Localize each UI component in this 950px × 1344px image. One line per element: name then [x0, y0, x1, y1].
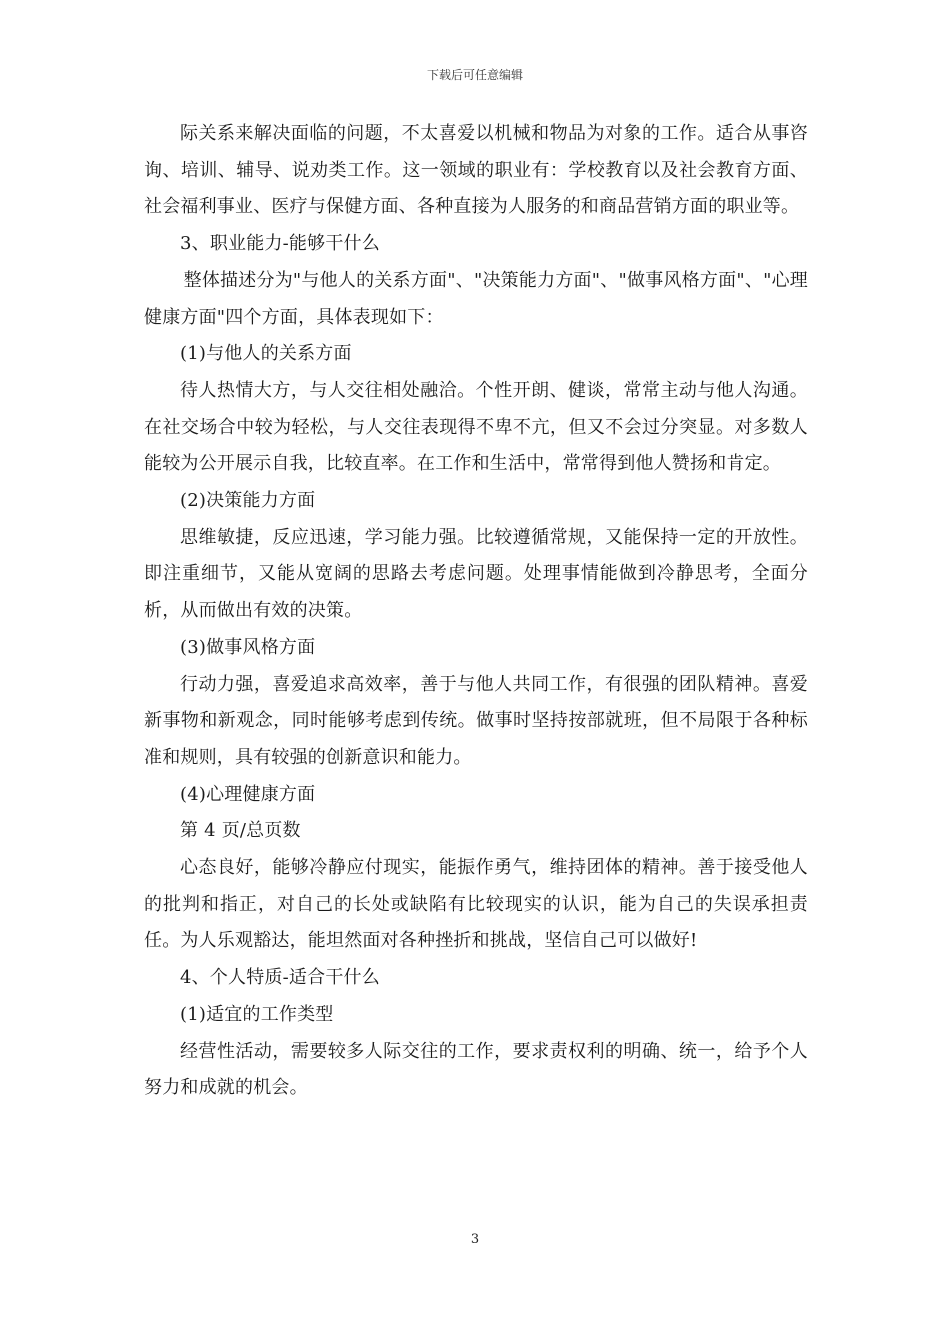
- paragraph-work-style: 行动力强，喜爱追求高效率，善于与他人共同工作，有很强的团队精神。喜爱新事物和新观念，同时能够考虑到传统。做事时坚持按部就班，但不局限于各种标准和规则，具有较强的创新意识和能力。: [144, 673, 808, 768]
- subheading-work-style: (3)做事风格方面: [180, 636, 316, 658]
- page-header: 下载后可任意编辑: [426, 68, 523, 82]
- inline-page-marker: 第 4 页/总页数: [180, 820, 301, 842]
- paragraph-suitable-work: 经营性活动，需要较多人际交往的工作，要求责权利的明确、统一，给予个人努力和成就的机会。: [144, 1040, 808, 1099]
- document-body: [144, 116, 808, 1107]
- paragraph-ability-overview: 整体描述分为"与他人的关系方面"、"决策能力方面"、"做事风格方面"、"心理健康方面"四个方面，具体表现如下：: [144, 269, 808, 328]
- page-number: 3: [470, 1232, 480, 1247]
- paragraph-mental-health: 心态良好，能够冷静应付现实，能振作勇气，维持团体的精神。善于接受他人的批判和指正，对自己的长处或缺陷有比较现实的认识，能为自己的失误承担责任。为人乐观豁达，能坦然面对各种挫折和挑战，坚信自己可以做好!: [144, 857, 808, 952]
- subheading-suitable-work: (1)适宜的工作类型: [180, 1003, 334, 1025]
- subheading-relations: (1)与他人的关系方面: [180, 343, 352, 365]
- paragraph-relations: 待人热情大方，与人交往相处融洽。个性开朗、健谈，常常主动与他人沟通。在社交场合中较为轻松，与人交往表现得不卑不亢，但又不会过分突显。对多数人能较为公开展示自我，比较直率。在工作和生活中，常常得到他人赞扬和肯定。: [144, 379, 808, 475]
- heading-personal-traits: 4、个人特质-适合干什么: [180, 967, 380, 989]
- heading-career-ability: 3、职业能力-能够干什么: [180, 233, 380, 255]
- paragraph-career-fields: 际关系来解决面临的问题，不太喜爱以机械和物品为对象的工作。适合从事咨询、培训、辅导、说劝类工作。这一领域的职业有：学校教育以及社会教育方面、社会福利事业、医疗与保健方面、各种直接为人服务的和商品营销方面的职业等。: [144, 123, 808, 218]
- subheading-decision: (2)决策能力方面: [180, 490, 316, 512]
- subheading-mental-health: (4)心理健康方面: [180, 783, 316, 805]
- paragraph-decision: 思维敏捷，反应迅速，学习能力强。比较遵循常规，又能保持一定的开放性。即注重细节，又能从宽阔的思路去考虑问题。处理事情能做到冷静思考，全面分析，从而做出有效的决策。: [144, 526, 808, 622]
